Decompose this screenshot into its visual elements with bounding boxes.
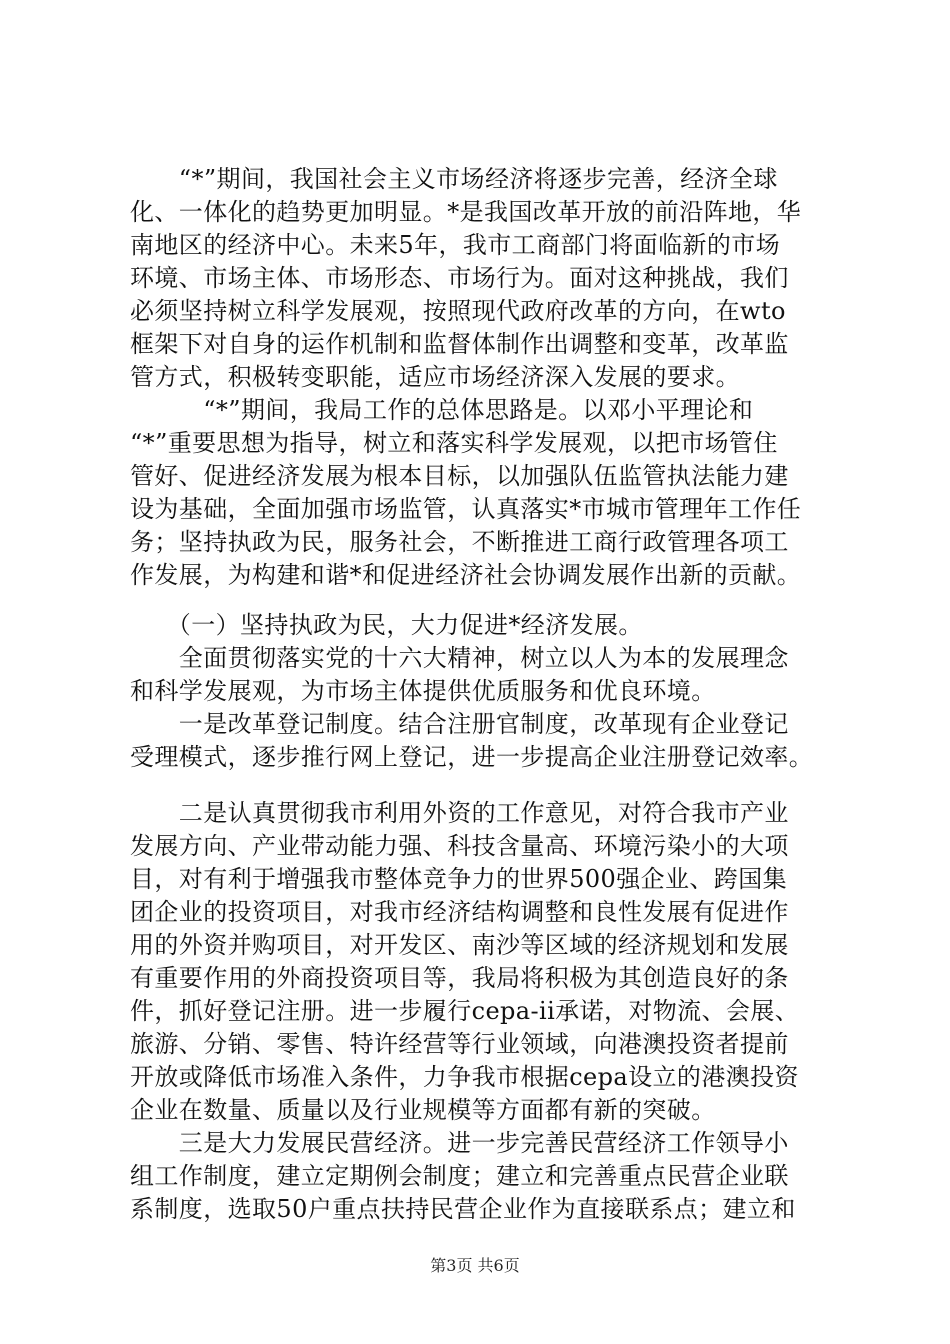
- text-line: 三是大力发展民营经济。进一步完善民营经济工作领导小: [130, 1129, 789, 1157]
- text-line: 有重要作用的外商投资项目等，我局将积极为其创造良好的条: [130, 964, 789, 992]
- text-line: 用的外资并购项目，对开发区、南沙等区域的经济规划和发展: [130, 931, 789, 959]
- text-line: 一是改革登记制度。结合注册官制度，改革现有企业登记: [130, 710, 789, 738]
- text-line: 旅游、分销、零售、特许经营等行业领域，向港澳投资者提前: [130, 1030, 789, 1058]
- text-line: 二是认真贯彻我市利用外资的工作意见，对符合我市产业: [130, 799, 789, 827]
- text-line: 务；坚持执政为民，服务社会，不断推进工商行政管理各项工: [130, 528, 789, 556]
- text-line: 企业在数量、质量以及行业规模等方面都有新的突破。: [130, 1096, 716, 1124]
- text-line: 管好、促进经济发展为根本目标，以加强队伍监管执法能力建: [130, 462, 789, 490]
- text-line: 目，对有利于增强我市整体竞争力的世界500强企业、跨国集: [130, 865, 788, 893]
- text-line: “*”期间，我局工作的总体思路是。以邓小平理论和: [130, 396, 754, 424]
- text-line: 作发展，为构建和谐*和促进经济社会协调发展作出新的贡献。: [130, 561, 802, 589]
- text-line: 南地区的经济中心。未来5年，我市工商部门将面临新的市场: [130, 231, 781, 259]
- text-line: 环境、市场主体、市场形态、市场行为。面对这种挑战，我们: [130, 264, 789, 292]
- text-line: “*”重要思想为指导，树立和落实科学发展观，以把市场管住: [130, 429, 778, 457]
- text-line: 全面贯彻落实党的十六大精神，树立以人为本的发展理念: [130, 644, 789, 672]
- text-line: 管方式，积极转变职能，适应市场经济深入发展的要求。: [130, 363, 740, 391]
- text-line: 和科学发展观，为市场主体提供优质服务和优良环境。: [130, 677, 716, 705]
- text-line: 设为基础，全面加强市场监管，认真落实*市城市管理年工作任: [130, 495, 802, 523]
- text-line: “*”期间，我国社会主义市场经济将逐步完善，经济全球: [130, 165, 778, 193]
- text-line: 组工作制度，建立定期例会制度；建立和完善重点民营企业联: [130, 1162, 789, 1190]
- text-line: 受理模式，逐步推行网上登记，进一步提高企业注册登记效率。: [130, 743, 814, 771]
- text-line: 发展方向、产业带动能力强、科技含量高、环境污染小的大项: [130, 832, 789, 860]
- page-footer: 第3页 共6页: [430, 1256, 520, 1275]
- text-line: 化、一体化的趋势更加明显。*是我国改革开放的前沿阵地，华: [130, 198, 802, 226]
- text-line: 系制度，选取50户重点扶持民营企业作为直接联系点；建立和: [130, 1195, 796, 1223]
- text-line: 开放或降低市场准入条件，力争我市根据cepa设立的港澳投资: [130, 1063, 799, 1091]
- text-line: 件，抓好登记注册。进一步履行cepa-ii承诺，对物流、会展、: [130, 997, 800, 1025]
- text-line: 框架下对自身的运作机制和监督体制作出调整和变革，改革监: [130, 330, 789, 358]
- text-line: 必须坚持树立科学发展观，按照现代政府改革的方向，在wto: [130, 297, 786, 325]
- section-heading: （一）坚持执政为民，大力促进*经济发展。: [130, 611, 643, 639]
- text-line: 团企业的投资项目，对我市经济结构调整和良性发展有促进作: [130, 898, 789, 926]
